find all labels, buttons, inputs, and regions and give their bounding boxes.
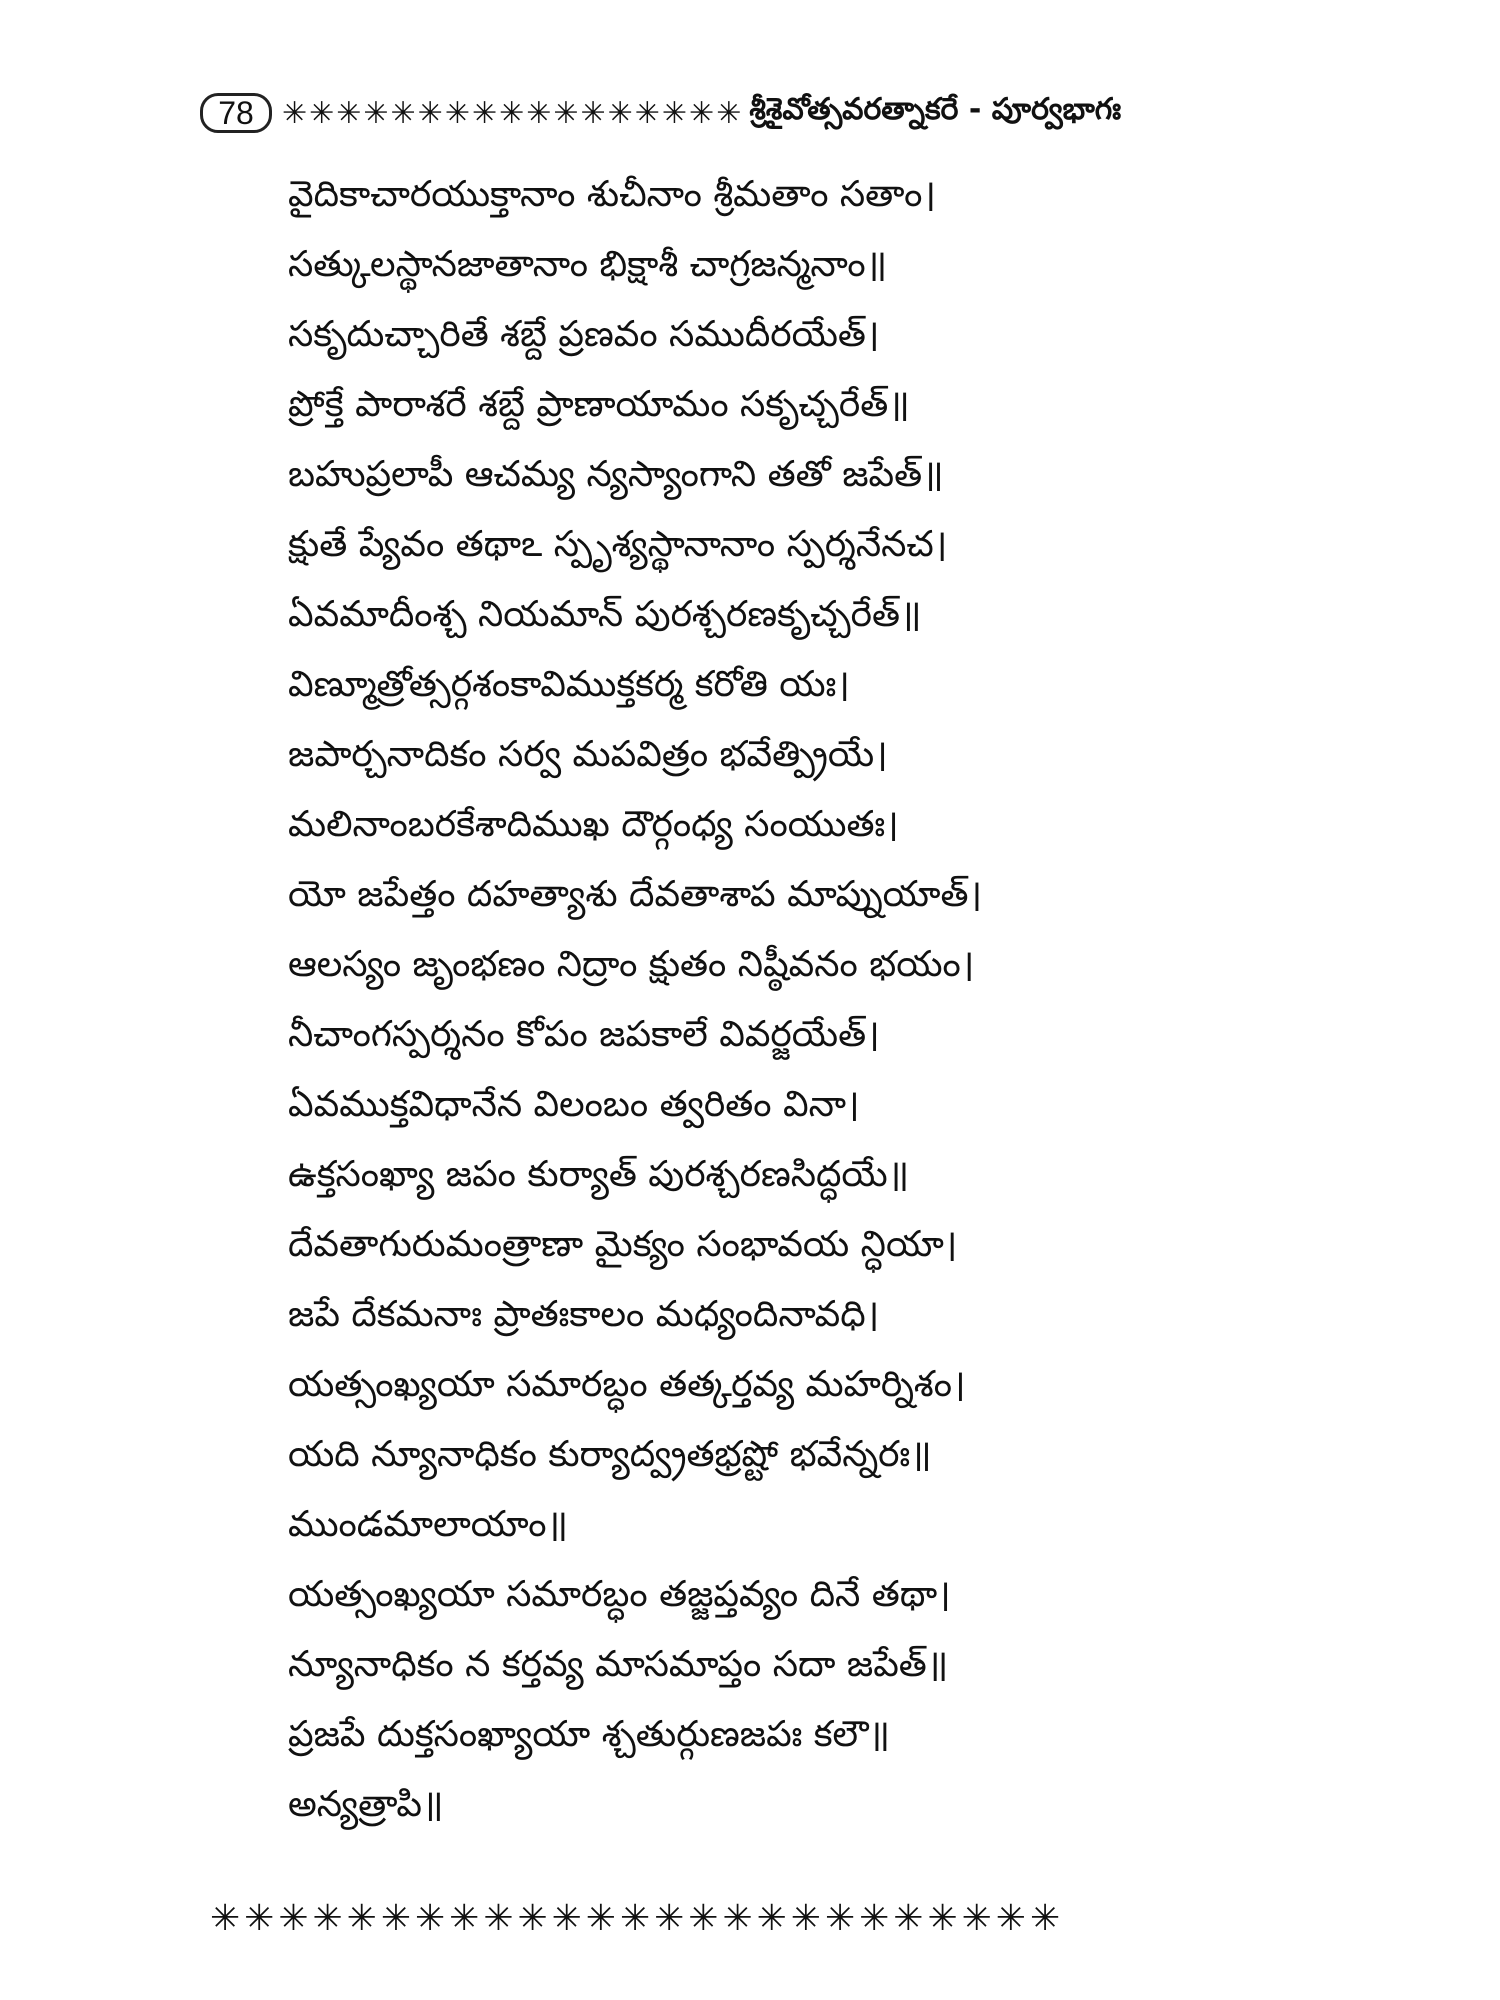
verse-line: ఉక్తసంఖ్యా జపం కుర్యాత్ పురశ్చరణసిద్ధయే॥ bbox=[288, 1154, 910, 1195]
verse-line: సత్కులస్థానజాతానాం భిక్షాశీ చాగ్రజన్మనాం॥ bbox=[288, 244, 888, 285]
verse-line: దేవతాగురుమంత్రాణా మైక్యం సంభావయ న్ధియా। bbox=[288, 1224, 958, 1265]
verse-line: ముండమాలాయాం॥ bbox=[288, 1504, 569, 1545]
page-header bbox=[200, 88, 1330, 138]
verse-line: యత్సంఖ్యయా సమారబ్ధం తజ్జప్తవ్యం దినే తథా। bbox=[288, 1574, 951, 1615]
verse-line: నీచాంగస్పర్శనం కోపం జపకాలే వివర్జయేత్। bbox=[288, 1014, 880, 1055]
verse-list bbox=[288, 160, 1288, 1840]
verse-line: యది న్యూనాధికం కుర్యాద్వ్రతభ్రష్టో భవేన్నరః॥ bbox=[288, 1434, 932, 1475]
verse-line: అన్యత్రాపి॥ bbox=[288, 1784, 444, 1825]
header-ornament: ✳✳✳✳✳✳✳✳✳✳✳✳✳✳✳✳✳ bbox=[282, 95, 744, 131]
verse-line: మలినాంబరకేశాదిముఖ దౌర్గంధ్య సంయుతః। bbox=[288, 804, 899, 845]
verse-line: బహుప్రలాపీ ఆచమ్య న్యస్యాంగాని తతో జపేత్॥ bbox=[288, 454, 944, 495]
verse-line: ఏవముక్తవిధానేన విలంబం త్వరితం వినా। bbox=[288, 1084, 860, 1125]
verse-line: జపే దేకమనాః ప్రాతఃకాలం మధ్యందినావధి। bbox=[288, 1294, 880, 1335]
footer-ornament: ✳✳✳✳✳✳✳✳✳✳✳✳✳✳✳✳✳✳✳✳✳✳✳✳✳ bbox=[210, 1898, 1065, 1939]
verse-line: ఏవమాదీంశ్చ నియమాన్ పురశ్చరణకృచ్చరేత్॥ bbox=[288, 594, 922, 635]
verse-line: ఆలస్యం జృంభణం నిద్రాం క్షుతం నిష్ఠీవనం భయం। bbox=[288, 944, 975, 985]
page-number: 78 bbox=[200, 93, 272, 133]
verse-line: జపార్చనాదికం సర్వ మపవిత్రం భవేత్ప్రియే। bbox=[288, 734, 888, 775]
verse-line: యో జపేత్తం దహత్యాశు దేవతాశాప మాప్నుయాత్। bbox=[288, 874, 983, 915]
verse-line: ప్రోక్తే పారాశరే శబ్దే ప్రాణాయామం సకృచ్చరేత్॥ bbox=[288, 384, 910, 425]
running-title: శ్రీశైవోత్సవరత్నాకరే - పూర్వభాగః bbox=[749, 92, 1122, 127]
verse-line: వైదికాచారయుక్తానాం శుచీనాం శ్రీమతాం సతాం। bbox=[288, 174, 937, 215]
verse-line: విణ్మూత్రోత్సర్గశంకావిముక్తకర్మ కరోతి యః। bbox=[288, 664, 850, 705]
verse-line: న్యూనాధికం న కర్తవ్య మాసమాప్తం సదా జపేత్॥ bbox=[288, 1644, 949, 1685]
verse-line: ప్రజపే దుక్తసంఖ్యాయా శ్చతుర్గుణజపః కలౌ॥ bbox=[288, 1714, 891, 1755]
verse-line: సకృదుచ్చారితే శబ్దే ప్రణవం సముదీరయేత్। bbox=[288, 314, 880, 355]
verse-line: క్షుతే ప్యేవం తథాఽ స్పృశ్యస్థానానాం స్పర్శనేనచ। bbox=[288, 524, 948, 565]
verse-line: యత్సంఖ్యయా సమారబ్ధం తత్కర్తవ్య మహర్నిశం। bbox=[288, 1364, 966, 1405]
